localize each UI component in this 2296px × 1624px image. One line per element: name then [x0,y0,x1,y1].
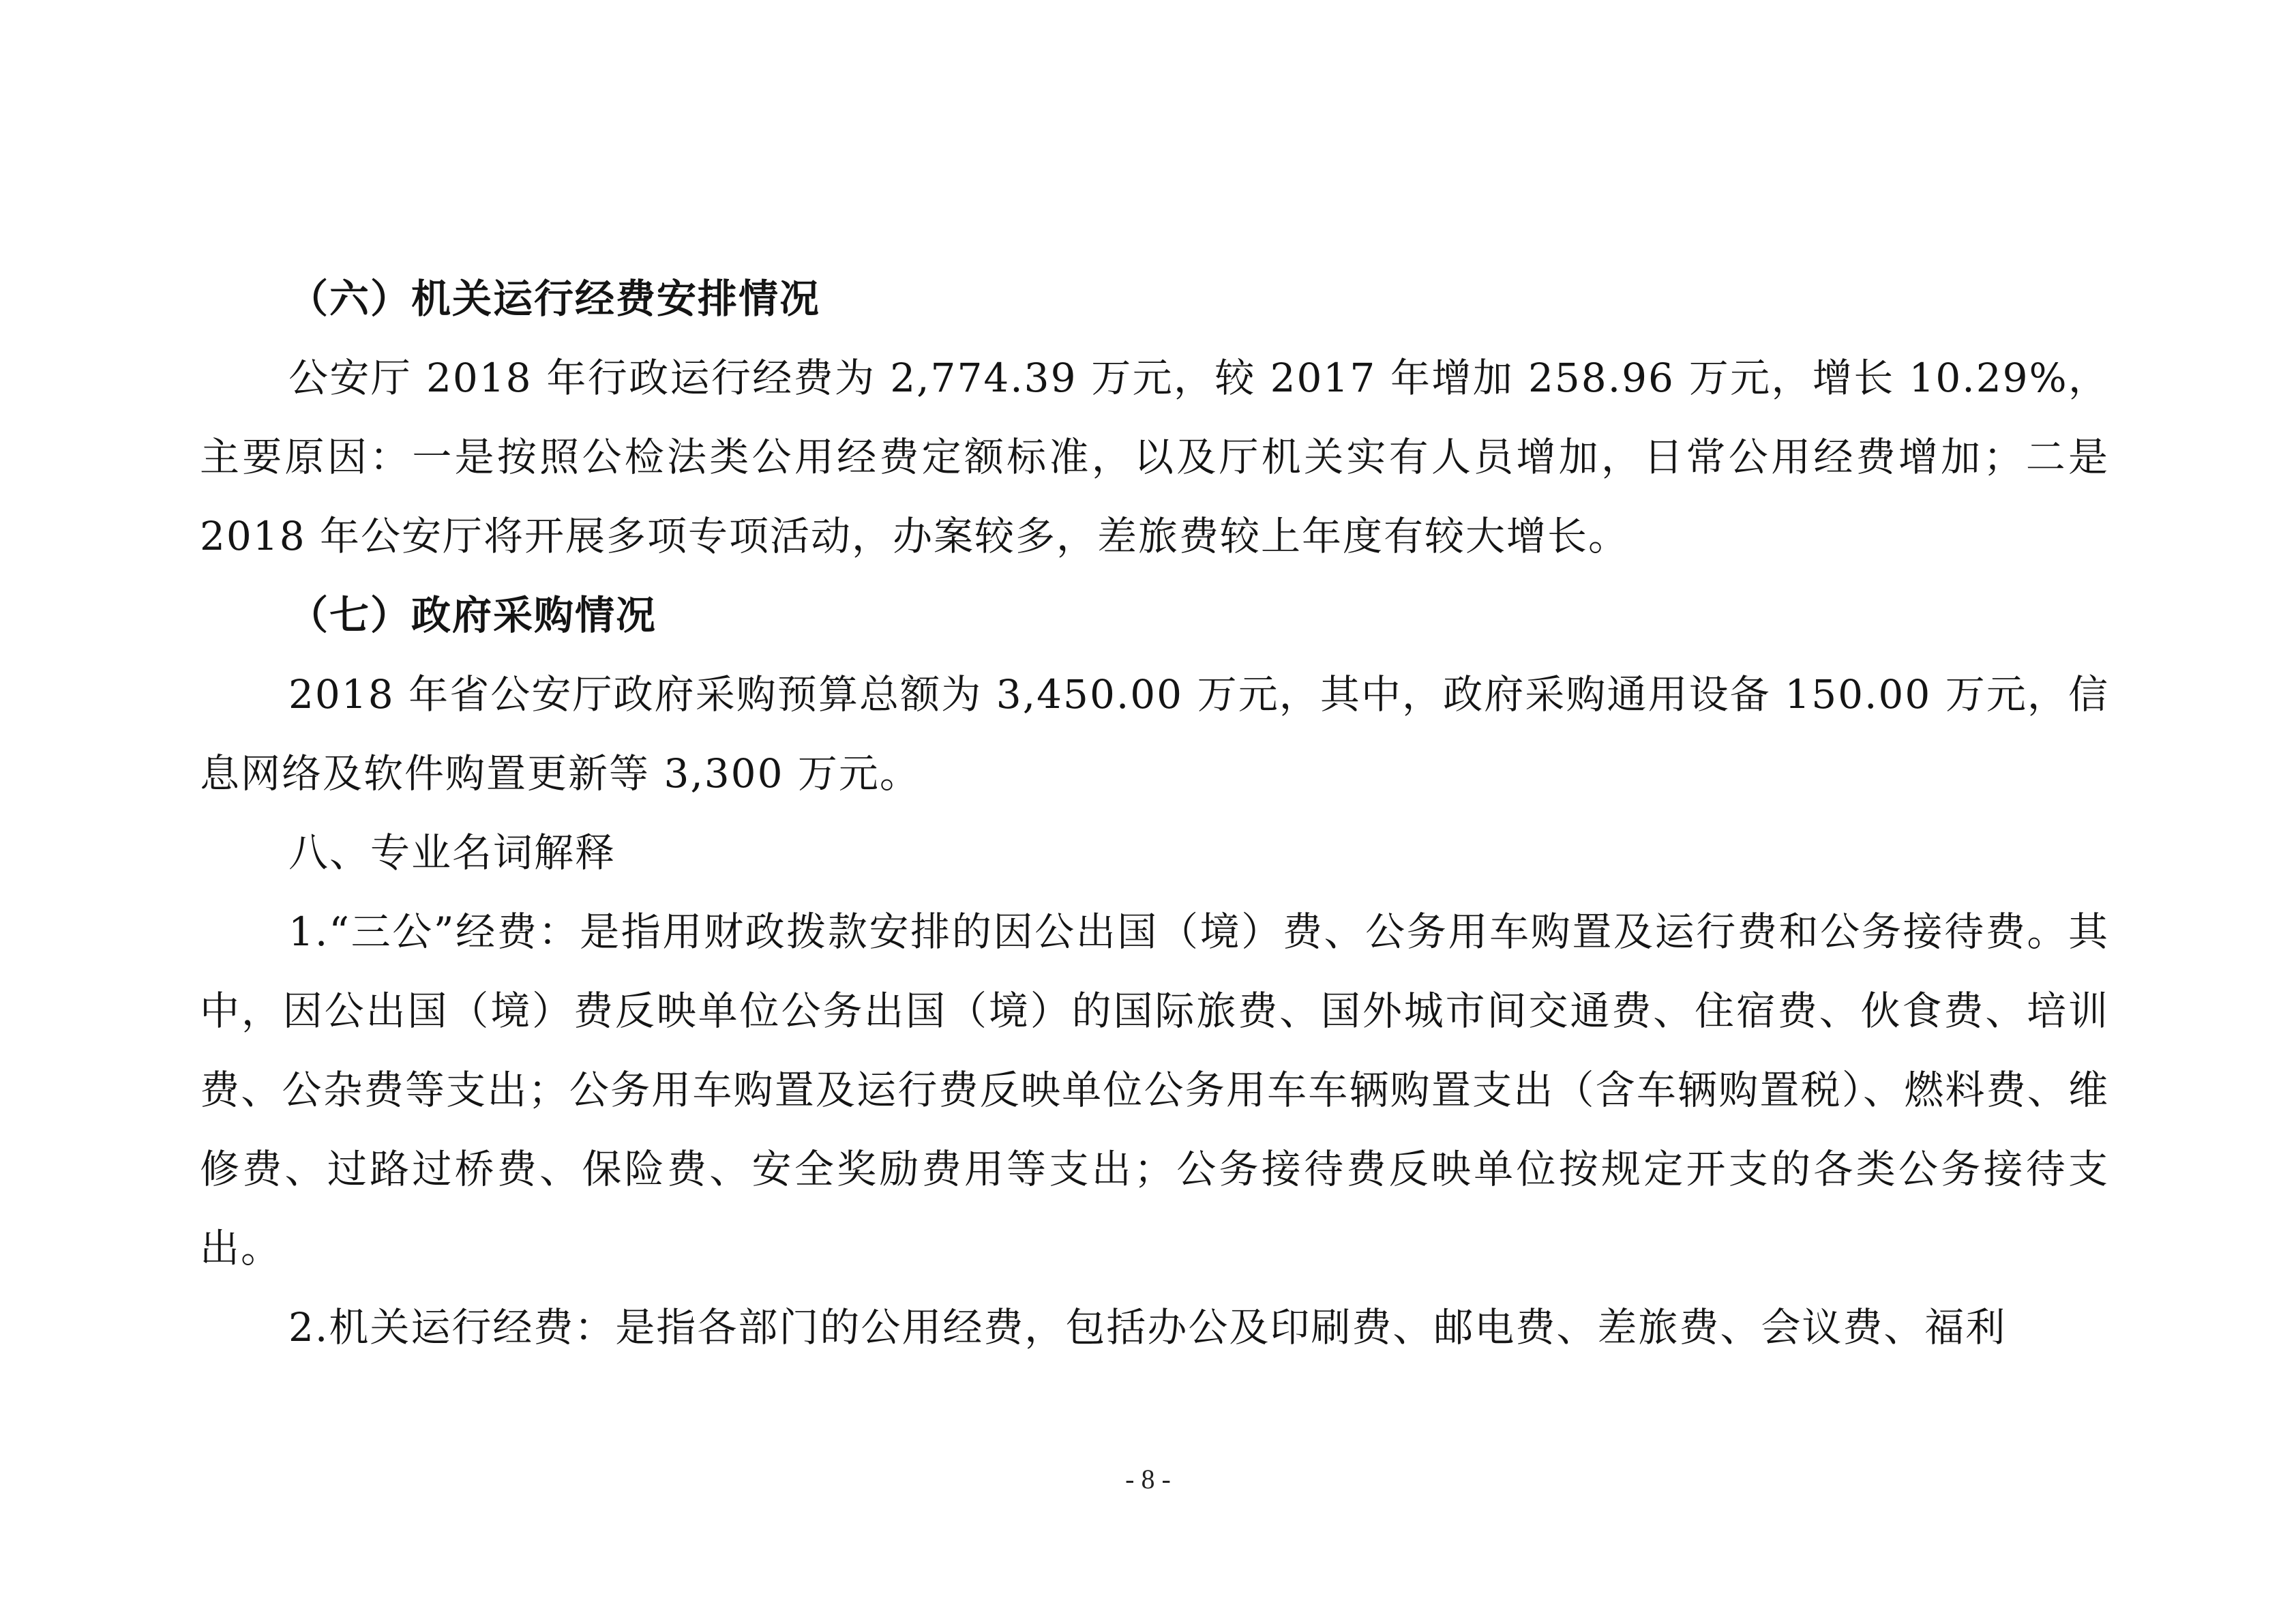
section-heading-admin-expenses: （六）机关运行经费安排情况 [288,276,821,322]
paragraph-procurement: 2018 年省公安厅政府采购预算总额为 3,450.00 万元，其中，政府采购通用设备 150.00 万元，信息网络及软件购置更新等 3,300 万元。 [200,671,2109,797]
page-number: - 8 - [1125,1464,1171,1494]
paragraph-term-three-public: 1.“三公”经费：是指用财政拨款安排的因公出国（境）费、公务用车购置及运行费和公务接待费。其中，因公出国（境）费反映单位公务出国（境）的国际旅费、国外城市间交通费、住宿费、伙食费、培训费、公杂费等支出；公务用车购置及运行费反映单位公务用车车辆购置支出（含车辆购置税）、燃料费、维修费、过路过桥费、保险费、安全奖励费用等支出；公务接待费反映单位按规定开支的各类公务接待支出。 [200,909,2109,1271]
paragraph-admin-expenses: 公安厅 2018 年行政运行经费为 2,774.39 万元，较 2017 年增加 258.96 万元，增长 10.29%，主要原因：一是按照公检法类公用经费定额标准，以及厅机关实有人员增加，日常公用经费增加；二是 2018 年公安厅将开展多项专项活动，办案较多，差旅费较上年度有较大增长。 [200,355,2109,559]
page-content [200,259,2109,1367]
section-heading-procurement: （七）政府采购情况 [288,592,657,638]
paragraph-term-operating-expenses: 2.机关运行经费：是指各部门的公用经费，包括办公及印刷费、邮电费、差旅费、会议费、福利 [288,1304,2007,1350]
section-heading-terms: 八、专业名词解释 [288,829,616,876]
